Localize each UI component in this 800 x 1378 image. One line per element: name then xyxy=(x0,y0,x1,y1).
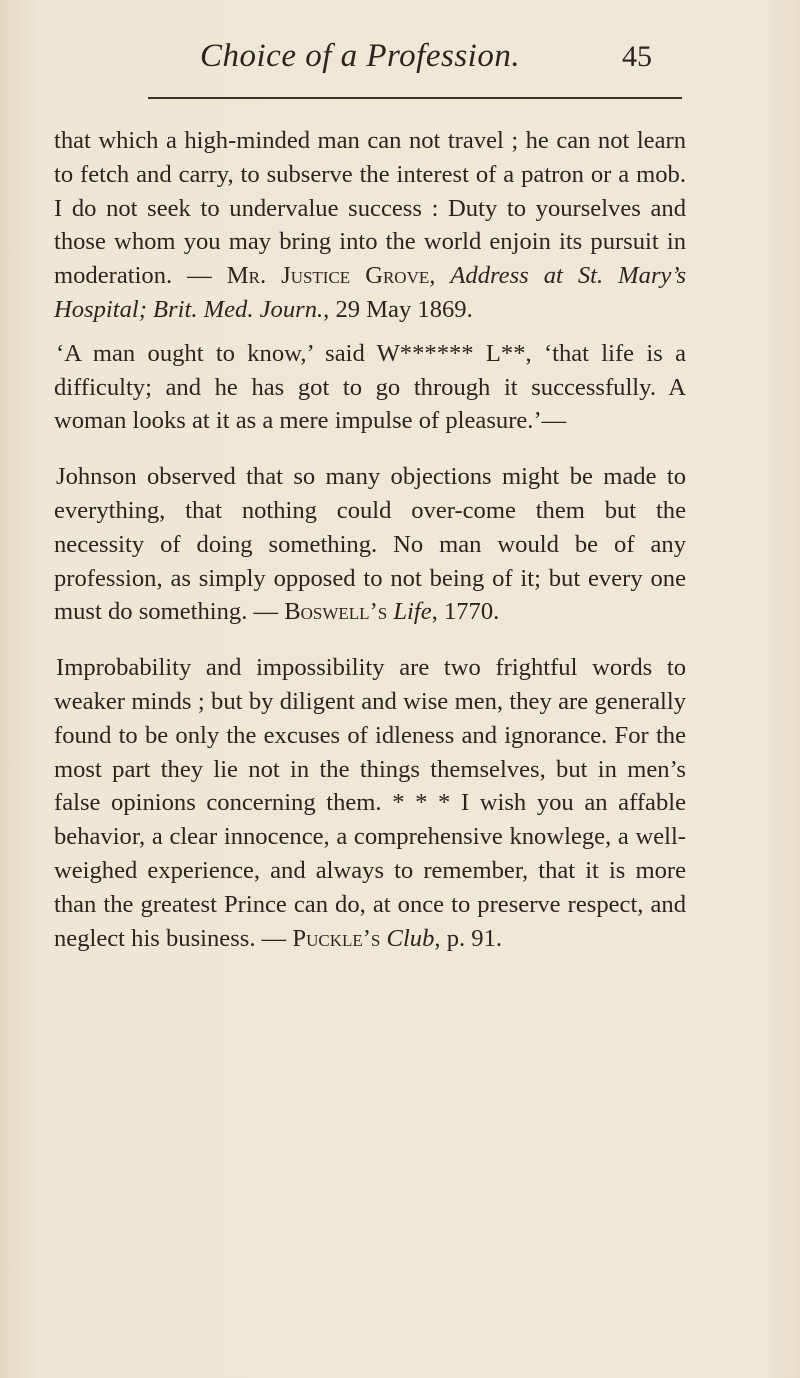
paragraph-grove-quote xyxy=(54,124,686,327)
paragraph-quote-man xyxy=(54,337,686,438)
text-run: that which a high-minded man can not travel ; he can not learn to fetch and carry, to subserve the interest of a patron or a mob. I do not seek to undervalue success : Duty to yourselves and those whom you may bring into the world enjoin its pursuit in moderation. — xyxy=(54,127,686,290)
author-name: Boswell’s xyxy=(284,598,388,626)
page-number: 45 xyxy=(622,40,652,73)
source-title: Club xyxy=(386,924,435,952)
paragraph-johnson xyxy=(54,460,686,629)
text-run: , 1770. xyxy=(431,598,500,626)
paragraph-puckle xyxy=(54,651,686,955)
text-run: , p. 91. xyxy=(434,924,503,952)
author-name: Puckle’s xyxy=(292,924,381,952)
page-header xyxy=(0,38,800,88)
text-run: , 29 May 1869. xyxy=(323,295,473,323)
text-run: ‘A man ought to know,’ said W****** L**, ‘that life is a difficulty; and he has got to go through it successfully. A woman looks at it as a mere impulse of pleasure.’— xyxy=(54,339,686,435)
author-name: Mr. Justice Grove xyxy=(226,262,430,290)
text-run: Improbability and impossibility are two frightful words to weaker minds ; but by diligent and wise men, they are generally found to be only the excuses of idleness and ignorance. For the most part they lie not in the things themselves, but in men’s false opinions concerning them. * * * I wish you an affable behavior, a clear innocence, a comprehensive knowlege, a well-weighed experience, and always to remember, that it is more than the greatest Prince can do, at once to preserve respect, and neglect his business. — xyxy=(54,654,686,952)
source-title: Address at St. Mary’s Hospital; Brit. Med. Journ. xyxy=(54,262,687,323)
running-title: Choice of a Profession. xyxy=(200,38,521,74)
source-title: Life xyxy=(393,598,432,626)
text-run: Johnson observed that so many objections might be made to everything, that nothing could over-come them but the necessity of doing something. No man would be of any profession, as simply opposed to not being of it; but every one must do something. — xyxy=(54,463,686,626)
header-rule xyxy=(148,97,682,99)
body-text xyxy=(54,124,686,955)
text-run: , xyxy=(429,262,451,290)
